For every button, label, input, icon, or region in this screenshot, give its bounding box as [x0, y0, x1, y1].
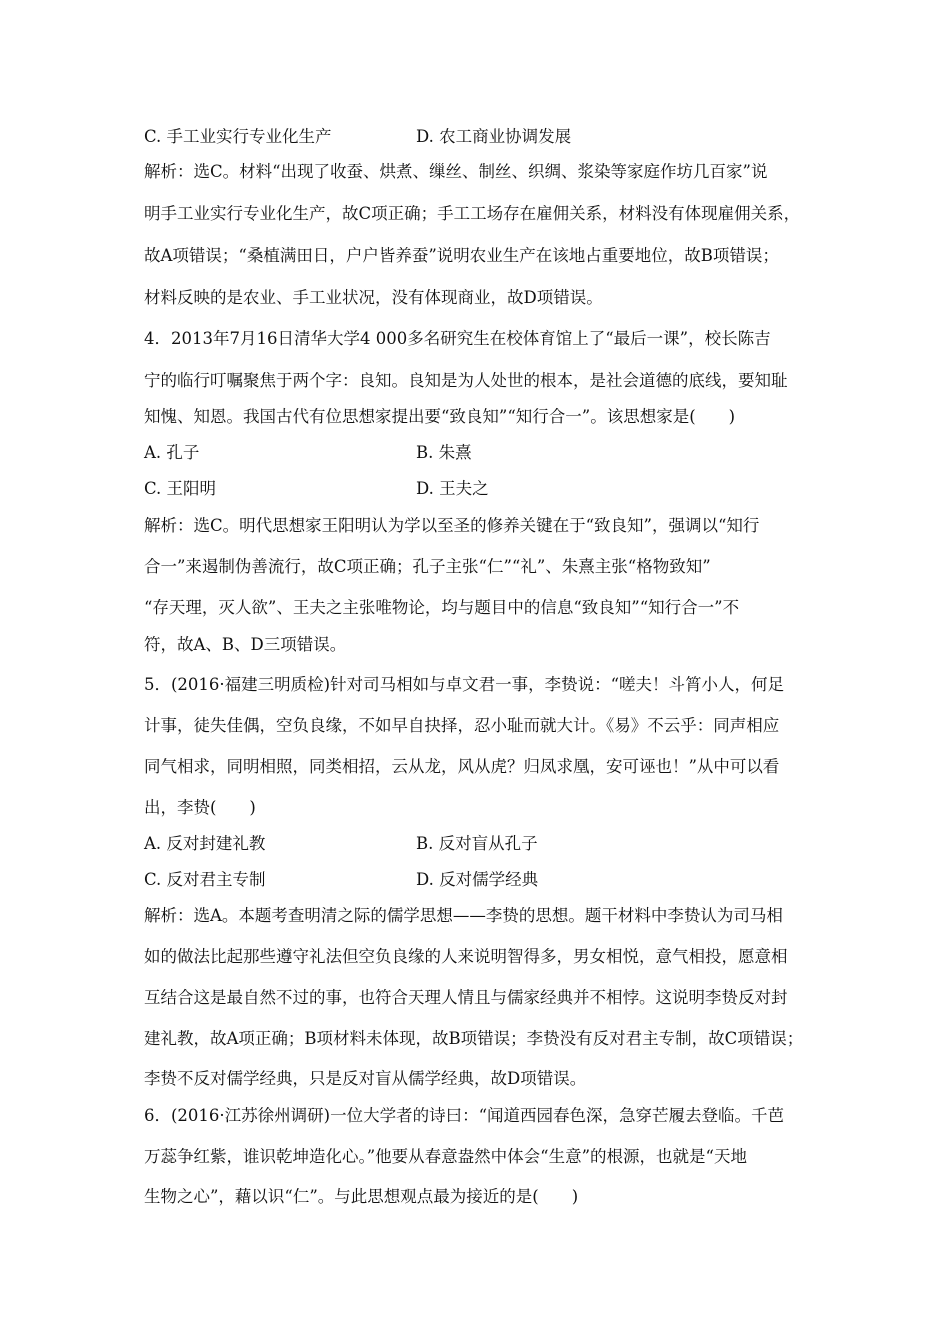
q4-stem-line-3: 知愧、知恩。我国古代有位思想家提出要“致良知”“知行合一”。该思想家是( ): [144, 407, 736, 426]
q3-option-c: C. 手工业实行专业化生产: [144, 127, 332, 146]
q4-stem-line-1: 4．2013年7月16日清华大学4 000多名研究生在校体育馆上了“最后一课”，校长陈吉: [144, 329, 771, 348]
q5-option-a: A. 反对封建礼教: [144, 834, 266, 853]
q4-analysis-line-4: 符，故A、B、D三项错误。: [144, 635, 347, 654]
q3-analysis-line-2: 明手工业实行专业化生产，故C项正确；手工工场存在雇佣关系，材料没有体现雇佣关系，: [144, 204, 801, 223]
q4-option-b: B. 朱熹: [416, 443, 472, 462]
q5-analysis-line-3: 互结合这是最自然不过的事，也符合天理人情且与儒家经典并不相悖。这说明李贽反对封: [144, 988, 788, 1007]
q5-stem-line-1: 5．(2016·福建三明质检)针对司马相如与卓文君一事，李贽说：“嗟夫！斗筲小人，何足: [144, 675, 785, 694]
q5-option-c: C. 反对君主专制: [144, 870, 266, 889]
q5-analysis-line-4: 建礼教，故A项正确；B项材料未体现，故B项错误；李贽没有反对君主专制，故C项错误；: [144, 1029, 804, 1048]
q4-analysis-line-1: 解析：选C。明代思想家王阳明认为学以至圣的修养关键在于“致良知”，强调以“知行: [144, 516, 760, 535]
q6-stem-line-3: 生物之心”，藉以识“仁”。与此思想观点最为接近的是( ): [144, 1187, 579, 1206]
q3-option-d: D. 农工商业协调发展: [416, 127, 572, 146]
q4-analysis-line-2: 合一”来遏制伪善流行，故C项正确；孔子主张“仁”“礼”、朱熹主张“格物致知”: [144, 557, 711, 576]
q5-stem-line-4: 出，李贽( ): [144, 798, 256, 817]
q3-analysis-line-1: 解析：选C。材料“出现了收蚕、烘煮、缫丝、制丝、织绸、浆染等家庭作坊几百家”说: [144, 162, 768, 181]
q5-option-b: B. 反对盲从孔子: [416, 834, 538, 853]
q5-analysis-line-2: 如的做法比起那些遵守礼法但空负良缘的人来说明智得多，男女相悦，意气相投，愿意相: [144, 947, 788, 966]
q4-analysis-line-3: “存天理，灭人欲”、王夫之主张唯物论，均与题目中的信息“致良知”“知行合一”不: [144, 598, 740, 617]
q5-option-d: D. 反对儒学经典: [416, 870, 539, 889]
q5-analysis-line-1: 解析：选A。本题考查明清之际的儒学思想——李贽的思想。题干材料中李贽认为司马相: [144, 906, 783, 925]
q4-stem-line-2: 宁的临行叮嘱聚焦于两个字：良知。良知是为人处世的根本，是社会道德的底线，要知耻: [144, 371, 788, 390]
q6-stem-line-2: 万蕊争红紫，谁识乾坤造化心。”他要从春意盎然中体会“生意”的根源，也就是“天地: [144, 1147, 747, 1166]
q5-stem-line-2: 计事，徒失佳偶，空负良缘，不如早自抉择，忍小耻而就大计。《易》不云乎：同声相应: [144, 716, 780, 735]
q5-stem-line-3: 同气相求，同明相照，同类相招，云从龙，风从虎？归凤求凰，安可诬也！”从中可以看: [144, 757, 780, 776]
q3-analysis-line-3: 故A项错误；“桑植满田日，户户皆养蚕”说明农业生产在该地占重要地位，故B项错误；: [144, 246, 779, 265]
q5-analysis-line-5: 李贽不反对儒学经典，只是反对盲从儒学经典，故D项错误。: [144, 1069, 587, 1088]
q6-stem-line-1: 6．(2016·江苏徐州调研)一位大学者的诗曰：“闻道西园春色深，急穿芒履去登临。千芭: [144, 1106, 785, 1125]
q4-option-d: D. 王夫之: [416, 479, 489, 498]
q4-option-a: A. 孔子: [144, 443, 200, 462]
q3-analysis-line-4: 材料反映的是农业、手工业状况，没有体现商业，故D项错误。: [144, 288, 603, 307]
q4-option-c: C. 王阳明: [144, 479, 217, 498]
